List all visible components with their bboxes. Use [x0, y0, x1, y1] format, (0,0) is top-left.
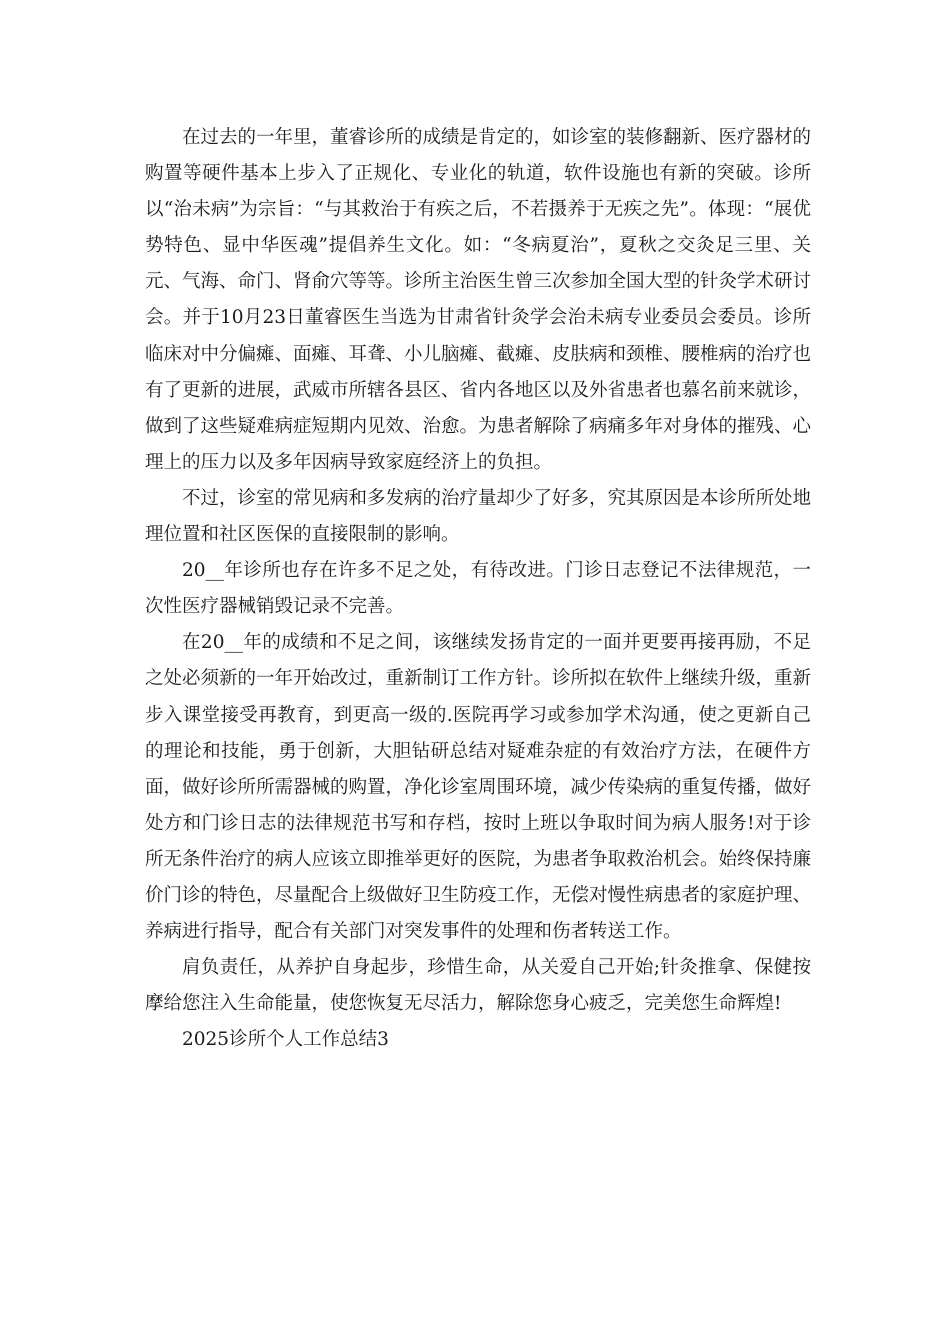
- paragraph-closing: 肩负责任，从养护自身起步，珍惜生命，从关爱自己开始;针灸推拿、保健按摩给您注入生命能量，使您恢复无尽活力，解除您身心疲乏，完美您生命辉煌!: [145, 957, 811, 1015]
- paragraph-improvement-plan: 在20__年的成绩和不足之间，该继续发扬肯定的一面并更要再接再励，不足之处必须新的一年开始改过，重新制订工作方针。诊所拟在软件上继续升级，重新步入课堂接受再教育，到更高一级的.医院再学习或参加学术沟通，使之更新自己的理论和技能，勇于创新，大胆钻研总结对疑难杂症的有效治疗方法，在硬件方面，做好诊所所需器械的购置，净化诊室周围环境，减少传染病的重复传播，做好处方和门诊日志的法律规范书写和存档，按时上班以争取时间为病人服务!对于诊所无条件治疗的病人应该立即推举更好的医院，为患者争取救治机会。始终保持廉价门诊的特色，尽量配合上级做好卫生防疫工作，无偿对慢性病患者的家庭护理、养病进行指导，配合有关部门对突发事件的处理和伤者转送工作。: [145, 632, 812, 943]
- paragraph-limitations: 不过，诊室的常见病和多发病的治疗量却少了好多，究其原因是本诊所所处地理位置和社区医保的直接限制的影响。: [145, 487, 812, 546]
- document-body: [145, 120, 811, 1058]
- paragraph-achievements: 在过去的一年里，董睿诊所的成绩是肯定的，如诊室的装修翻新、医疗器材的购置等硬件基本上步入了正规化、专业化的轨道，软件设施也有新的突破。诊所以“治未病”为宗旨：“与其救治于有疾之后，不若摄养于无疾之先”。体现：“展优势特色、显中华医魂”提倡养生文化。如：“冬病夏治”，夏秋之交灸足三里、关元、气海、命门、肾俞穴等等。诊所主治医生曾三次参加全国大型的针灸学术研讨会。并于10月23日董睿医生当选为甘肃省针灸学会治未病专业委员会委员。诊所临床对中分偏瘫、面瘫、耳聋、小儿脑瘫、截瘫、皮肤病和颈椎、腰椎病的治疗也有了更新的进展，武威市所辖各县区、省内各地区以及外省患者也慕名前来就诊，做到了这些疑难病症短期内见效、治愈。为患者解除了病痛多年对身体的摧残、心理上的压力以及多年因病导致家庭经济上的负担。: [145, 127, 812, 473]
- section-heading: 2025诊所个人工作总结3: [182, 1029, 389, 1051]
- paragraph-shortcomings: 20__年诊所也存在许多不足之处，有待改进。门诊日志登记不法律规范，一次性医疗器械销毁记录不完善。: [145, 560, 811, 618]
